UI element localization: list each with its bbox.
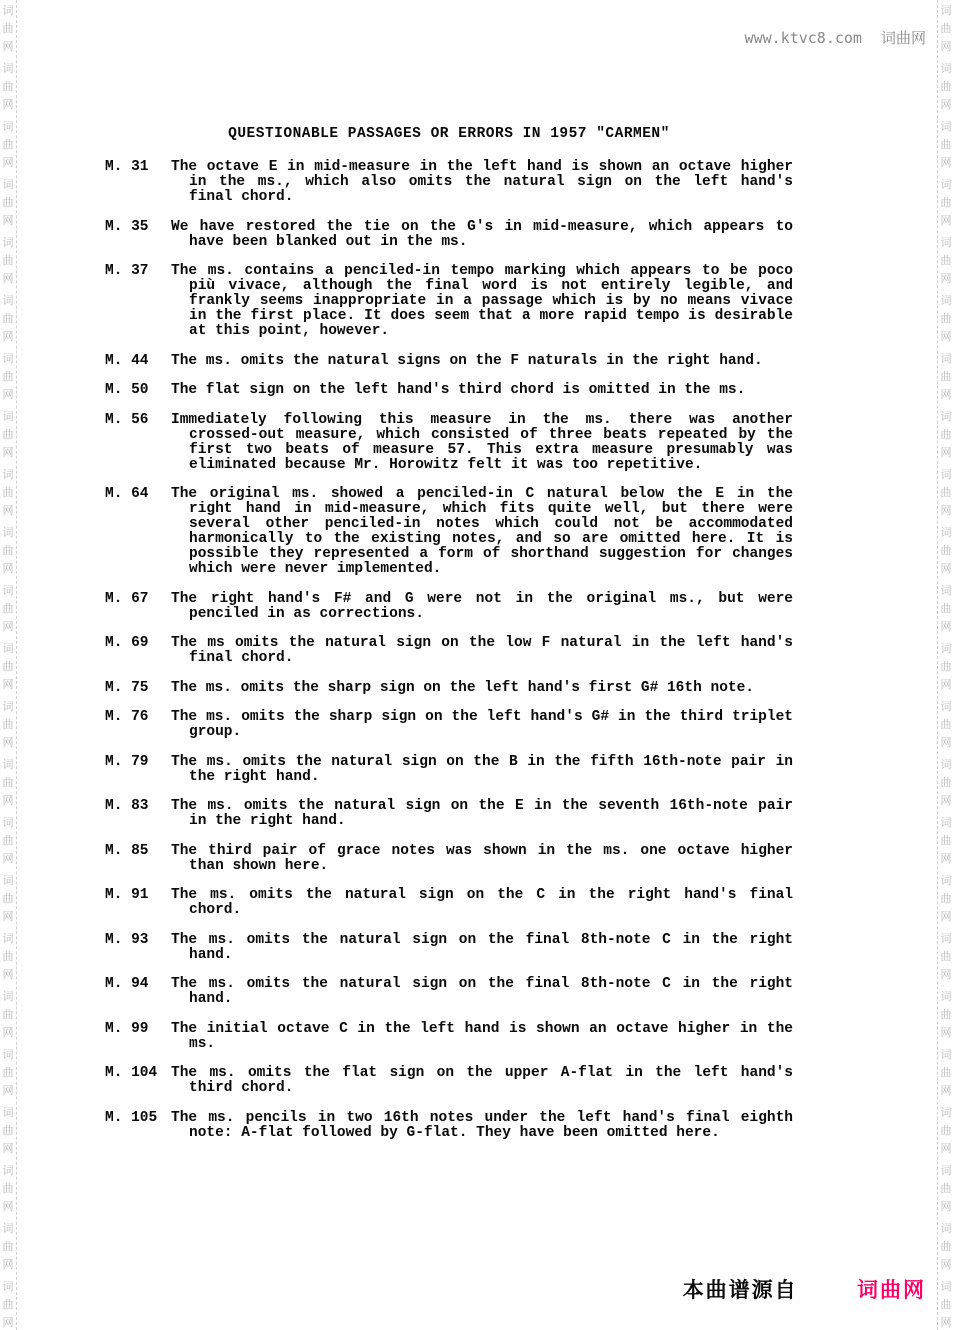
footer-watermark: [0, 1274, 926, 1304]
watermark-char: 词: [940, 990, 952, 1003]
watermark-group: [3, 756, 14, 810]
watermark-char: 词: [2, 236, 14, 249]
watermark-group: [941, 292, 952, 346]
measure-number: M. 75: [105, 679, 149, 696]
watermark-group: [941, 234, 952, 288]
watermark-char: 词: [940, 4, 952, 17]
watermark-char: 曲: [2, 138, 14, 151]
entry-text: The ms. omits the natural sign on the B in the fifth 16th-note pair in the right hand.: [171, 753, 793, 785]
watermark-char: 网: [2, 388, 14, 401]
watermark-char: 词: [940, 410, 952, 423]
errata-entry: [105, 710, 793, 740]
watermark-char: 词: [940, 62, 952, 75]
entry-text: The ms. pencils in two 16th notes under the left hand's final eighth note: A-flat followed by G-flat. They have been omitted here.: [171, 1109, 793, 1141]
errata-entry: [105, 413, 793, 473]
watermark-group: [3, 350, 14, 404]
watermark-char: 词: [2, 990, 14, 1003]
watermark-char: 网: [940, 156, 952, 169]
watermark-char: 词: [940, 1048, 952, 1061]
errata-entry: [105, 383, 793, 398]
watermark-char: 网: [940, 272, 952, 285]
watermark-char: 词: [940, 700, 952, 713]
watermark-char: 网: [940, 968, 952, 981]
entry-text: The ms. omits the natural sign on the final 8th-note C in the right hand.: [171, 931, 793, 963]
watermark-char: 曲: [2, 834, 14, 847]
watermark-char: 网: [940, 852, 952, 865]
entry-text: The ms. omits the natural sign on the E in the seventh 16th-note pair in the right hand.: [171, 798, 793, 829]
entry-text: The ms. omits the flat sign on the upper A-flat in the left hand's third chord.: [171, 1065, 793, 1096]
measure-number: M. 91: [105, 887, 149, 903]
watermark-char: 词: [2, 62, 14, 75]
watermark-column-left: [0, 0, 17, 1330]
watermark-group: [941, 988, 952, 1042]
watermark-group: [941, 524, 952, 578]
watermark-group: [3, 640, 14, 694]
watermark-char: 曲: [940, 428, 952, 441]
watermark-char: 曲: [2, 1124, 14, 1137]
watermark-char: 网: [2, 678, 14, 691]
watermark-char: 网: [2, 562, 14, 575]
watermark-group: [941, 408, 952, 462]
watermark-char: 词: [940, 1280, 952, 1293]
watermark-char: 曲: [940, 1298, 952, 1311]
watermark-char: 曲: [940, 602, 952, 615]
watermark-char: 网: [2, 98, 14, 111]
watermark-char: 词: [940, 758, 952, 771]
watermark-char: 曲: [940, 834, 952, 847]
watermark-group: [3, 176, 14, 230]
errata-list: [105, 160, 793, 1141]
measure-number: M. 35: [105, 218, 149, 235]
watermark-group: [3, 1104, 14, 1158]
watermark-char: 词: [2, 816, 14, 829]
watermark-char: 词: [2, 294, 14, 307]
watermark-group: [3, 814, 14, 868]
watermark-char: 词: [2, 584, 14, 597]
watermark-char: 曲: [940, 486, 952, 499]
watermark-group: [941, 582, 952, 636]
watermark-group: [941, 350, 952, 404]
watermark-char: 网: [2, 1084, 14, 1097]
watermark-char: 词: [940, 874, 952, 887]
errata-entry: [105, 592, 793, 622]
watermark-char: 网: [940, 446, 952, 459]
watermark-char: 曲: [2, 486, 14, 499]
entry-text: The flat sign on the left hand's third chord is omitted in the ms.: [171, 382, 746, 398]
watermark-char: 词: [940, 120, 952, 133]
watermark-group: [941, 930, 952, 984]
watermark-char: 网: [940, 1084, 952, 1097]
watermark-char: 网: [2, 446, 14, 459]
watermark-char: 曲: [940, 312, 952, 325]
watermark-char: 词: [940, 468, 952, 481]
watermark-char: 网: [940, 388, 952, 401]
watermark-char: 网: [940, 736, 952, 749]
measure-number: M. 37: [105, 263, 149, 279]
entry-text: We have restored the tie on the G's in mid-measure, which appears to have been blanked out in the ms.: [171, 218, 793, 250]
watermark-char: 曲: [940, 1066, 952, 1079]
watermark-char: 词: [940, 932, 952, 945]
watermark-char: 词: [940, 1222, 952, 1235]
entry-text: The right hand's F# and G were not in the original ms., but were penciled in as corrections.: [171, 590, 793, 622]
watermark-char: 曲: [2, 718, 14, 731]
watermark-char: 曲: [940, 80, 952, 93]
errata-entry: [105, 487, 793, 577]
watermark-group: [941, 2, 952, 56]
watermark-group: [3, 524, 14, 578]
watermark-char: 网: [2, 736, 14, 749]
watermark-char: 网: [940, 1142, 952, 1155]
watermark-group: [941, 1220, 952, 1274]
watermark-char: 词: [2, 758, 14, 771]
errata-entry: [105, 354, 793, 369]
watermark-char: 网: [2, 214, 14, 227]
site-watermark-top: [745, 27, 926, 48]
watermark-char: 词: [940, 1106, 952, 1119]
watermark-char: 词: [2, 1222, 14, 1235]
watermark-char: 曲: [940, 544, 952, 557]
errata-entry: [105, 799, 793, 829]
measure-number: M. 76: [105, 709, 149, 725]
measure-number: M. 85: [105, 842, 149, 859]
watermark-char: 曲: [940, 1124, 952, 1137]
watermark-char: 曲: [2, 1182, 14, 1195]
watermark-char: 曲: [2, 428, 14, 441]
entry-text: The original ms. showed a penciled-in C natural below the E in the right hand in mid-measure, which fits quite well, but there were several other penciled-in notes which could not be accommodated harmonically to the existing notes, and so are omitted here. It is possible they represented a form of shorthand suggestion for changes which were never implemented.: [171, 486, 793, 577]
watermark-char: 网: [940, 330, 952, 343]
watermark-char: 词: [940, 526, 952, 539]
errata-entry: [105, 681, 793, 696]
watermark-group: [3, 466, 14, 520]
watermark-char: 曲: [2, 1066, 14, 1079]
watermark-char: 曲: [940, 776, 952, 789]
entry-text: The ms. omits the natural signs on the F naturals in the right hand.: [171, 352, 763, 369]
watermark-group: [3, 872, 14, 926]
entry-text: The initial octave C in the left hand is shown an octave higher in the ms.: [171, 1020, 793, 1052]
watermark-char: 曲: [2, 1240, 14, 1253]
watermark-group: [941, 698, 952, 752]
watermark-char: 网: [2, 330, 14, 343]
measure-number: M. 94: [105, 976, 149, 992]
measure-number: M. 50: [105, 382, 149, 398]
watermark-char: 词: [2, 642, 14, 655]
measure-number: M. 69: [105, 635, 149, 651]
entry-text: Immediately following this measure in the ms. there was another crossed-out measure, which consisted of three beats repeated by the first two beats of measure 57. This extra measure presumably was eliminated because Mr. Horowitz felt it was too repetitive.: [171, 411, 793, 473]
errata-entry: [105, 755, 793, 785]
measure-number: M. 104: [105, 1065, 158, 1081]
watermark-group: [3, 292, 14, 346]
watermark-char: 词: [2, 1048, 14, 1061]
watermark-char: 词: [940, 816, 952, 829]
errata-entry: [105, 264, 793, 339]
errata-entry: [105, 888, 793, 918]
watermark-char: 网: [940, 562, 952, 575]
watermark-char: 词: [940, 642, 952, 655]
watermark-group: [3, 1162, 14, 1216]
errata-entry: [105, 1066, 793, 1096]
watermark-char: 网: [940, 504, 952, 517]
watermark-char: 网: [2, 1026, 14, 1039]
watermark-char: 词: [2, 1280, 14, 1293]
watermark-char: 网: [2, 504, 14, 517]
watermark-char: 网: [940, 214, 952, 227]
watermark-char: 词: [940, 352, 952, 365]
watermark-char: 曲: [940, 892, 952, 905]
watermark-char: 词: [940, 1164, 952, 1177]
watermark-char: 曲: [2, 80, 14, 93]
watermark-char: 词: [2, 4, 14, 17]
watermark-char: 词: [2, 700, 14, 713]
watermark-char: 词: [2, 1106, 14, 1119]
watermark-char: 曲: [940, 660, 952, 673]
watermark-char: 曲: [940, 138, 952, 151]
watermark-group: [941, 1162, 952, 1216]
watermark-group: [941, 466, 952, 520]
watermark-char: 网: [940, 678, 952, 691]
watermark-char: 网: [940, 1026, 952, 1039]
measure-number: M. 99: [105, 1020, 149, 1037]
errata-entry: [105, 160, 793, 205]
entry-text: The ms. omits the sharp sign on the left hand's first G# 16th note.: [171, 679, 754, 696]
watermark-char: 词: [2, 1164, 14, 1177]
site-name-text: 词曲网: [880, 29, 926, 47]
measure-number: M. 105: [105, 1109, 158, 1126]
watermark-char: 曲: [940, 718, 952, 731]
watermark-char: 曲: [940, 370, 952, 383]
measure-number: M. 56: [105, 411, 149, 428]
watermark-group: [941, 118, 952, 172]
watermark-char: 网: [2, 156, 14, 169]
footer-source-text: 本曲谱源自: [682, 1278, 798, 1302]
watermark-group: [3, 1220, 14, 1274]
watermark-char: 网: [940, 910, 952, 923]
watermark-group: [3, 2, 14, 56]
errata-entry: [105, 933, 793, 963]
watermark-group: [3, 60, 14, 114]
watermark-char: 网: [940, 1200, 952, 1213]
watermark-char: 网: [2, 1200, 14, 1213]
watermark-char: 词: [940, 294, 952, 307]
watermark-char: 词: [2, 120, 14, 133]
watermark-char: 曲: [2, 254, 14, 267]
watermark-group: [941, 1046, 952, 1100]
watermark-char: 曲: [2, 950, 14, 963]
watermark-char: 词: [2, 874, 14, 887]
site-url-text: www.ktvc8.com: [744, 29, 862, 47]
watermark-char: 曲: [940, 196, 952, 209]
watermark-char: 曲: [940, 254, 952, 267]
entry-text: The third pair of grace notes was shown in the ms. one octave higher than shown here.: [171, 842, 793, 874]
watermark-char: 词: [940, 236, 952, 249]
watermark-char: 网: [2, 40, 14, 53]
watermark-group: [941, 176, 952, 230]
watermark-char: 曲: [2, 544, 14, 557]
watermark-char: 曲: [2, 312, 14, 325]
watermark-char: 词: [2, 932, 14, 945]
measure-number: M. 79: [105, 753, 149, 770]
watermark-char: 曲: [940, 22, 952, 35]
watermark-char: 网: [940, 620, 952, 633]
footer-site-name: 词曲网: [857, 1278, 926, 1302]
watermark-group: [941, 640, 952, 694]
watermark-char: 词: [2, 352, 14, 365]
entry-text: The ms omits the natural sign on the low F natural in the left hand's final chord.: [171, 635, 793, 666]
measure-number: M. 44: [105, 352, 149, 369]
errata-entry: [105, 220, 793, 250]
watermark-char: 网: [940, 794, 952, 807]
errata-entry: [105, 636, 793, 666]
watermark-group: [941, 1104, 952, 1158]
errata-entry: [105, 844, 793, 874]
watermark-char: 曲: [2, 1298, 14, 1311]
entry-text: The ms. contains a penciled-in tempo marking which appears to be poco più vivace, although the final word is not entirely legible, and frankly seems inappropriate in a passage which is by no means vivace in the first place. It does seem that a more rapid tempo is desirable at this point, however.: [171, 263, 793, 339]
watermark-char: 曲: [2, 370, 14, 383]
watermark-char: 词: [940, 584, 952, 597]
watermark-group: [941, 814, 952, 868]
watermark-char: 网: [2, 852, 14, 865]
page-title: QUESTIONABLE PASSAGES OR ERRORS IN 1957 "CARMEN": [228, 126, 670, 142]
watermark-char: 网: [2, 794, 14, 807]
watermark-char: 网: [2, 1258, 14, 1271]
errata-entry: [105, 1022, 793, 1052]
watermark-group: [941, 756, 952, 810]
watermark-char: 曲: [940, 950, 952, 963]
watermark-char: 词: [2, 410, 14, 423]
watermark-char: 网: [940, 40, 952, 53]
errata-entry: [105, 977, 793, 1007]
watermark-group: [3, 988, 14, 1042]
watermark-char: 词: [2, 178, 14, 191]
watermark-char: 网: [2, 620, 14, 633]
entry-text: The ms. omits the sharp sign on the left hand's G# in the third triplet group.: [171, 709, 793, 740]
watermark-char: 曲: [2, 660, 14, 673]
watermark-group: [3, 234, 14, 288]
watermark-char: 曲: [2, 22, 14, 35]
measure-number: M. 31: [105, 159, 149, 175]
watermark-char: 曲: [2, 196, 14, 209]
watermark-column-right: [937, 0, 954, 1330]
watermark-group: [3, 118, 14, 172]
watermark-char: 网: [2, 968, 14, 981]
watermark-char: 曲: [940, 1008, 952, 1021]
watermark-group: [941, 60, 952, 114]
watermark-char: 网: [940, 1316, 952, 1329]
watermark-char: 网: [2, 1142, 14, 1155]
measure-number: M. 67: [105, 590, 149, 607]
watermark-group: [3, 408, 14, 462]
watermark-char: 词: [2, 468, 14, 481]
entry-text: The ms. omits the natural sign on the final 8th-note C in the right hand.: [171, 976, 793, 1007]
watermark-char: 词: [2, 526, 14, 539]
watermark-char: 词: [940, 178, 952, 191]
watermark-char: 曲: [2, 602, 14, 615]
watermark-group: [3, 1046, 14, 1100]
watermark-char: 曲: [940, 1240, 952, 1253]
watermark-char: 网: [2, 272, 14, 285]
watermark-group: [3, 698, 14, 752]
watermark-char: 网: [2, 1316, 14, 1329]
watermark-group: [941, 1278, 952, 1330]
watermark-char: 曲: [940, 1182, 952, 1195]
watermark-group: [941, 872, 952, 926]
watermark-char: 网: [2, 910, 14, 923]
watermark-char: 曲: [2, 776, 14, 789]
errata-entry: [105, 1111, 793, 1141]
entry-text: The ms. omits the natural sign on the C in the right hand's final chord.: [171, 887, 793, 918]
entry-text: The octave E in mid-measure in the left hand is shown an octave higher in the ms., which also omits the natural sign on the left hand's final chord.: [171, 159, 793, 205]
watermark-char: 曲: [2, 1008, 14, 1021]
watermark-group: [3, 582, 14, 636]
watermark-char: 网: [940, 1258, 952, 1271]
measure-number: M. 93: [105, 931, 149, 948]
watermark-char: 曲: [2, 892, 14, 905]
watermark-char: 网: [940, 98, 952, 111]
document-content: [105, 126, 793, 1155]
watermark-group: [3, 930, 14, 984]
measure-number: M. 83: [105, 798, 149, 814]
measure-number: M. 64: [105, 486, 149, 502]
